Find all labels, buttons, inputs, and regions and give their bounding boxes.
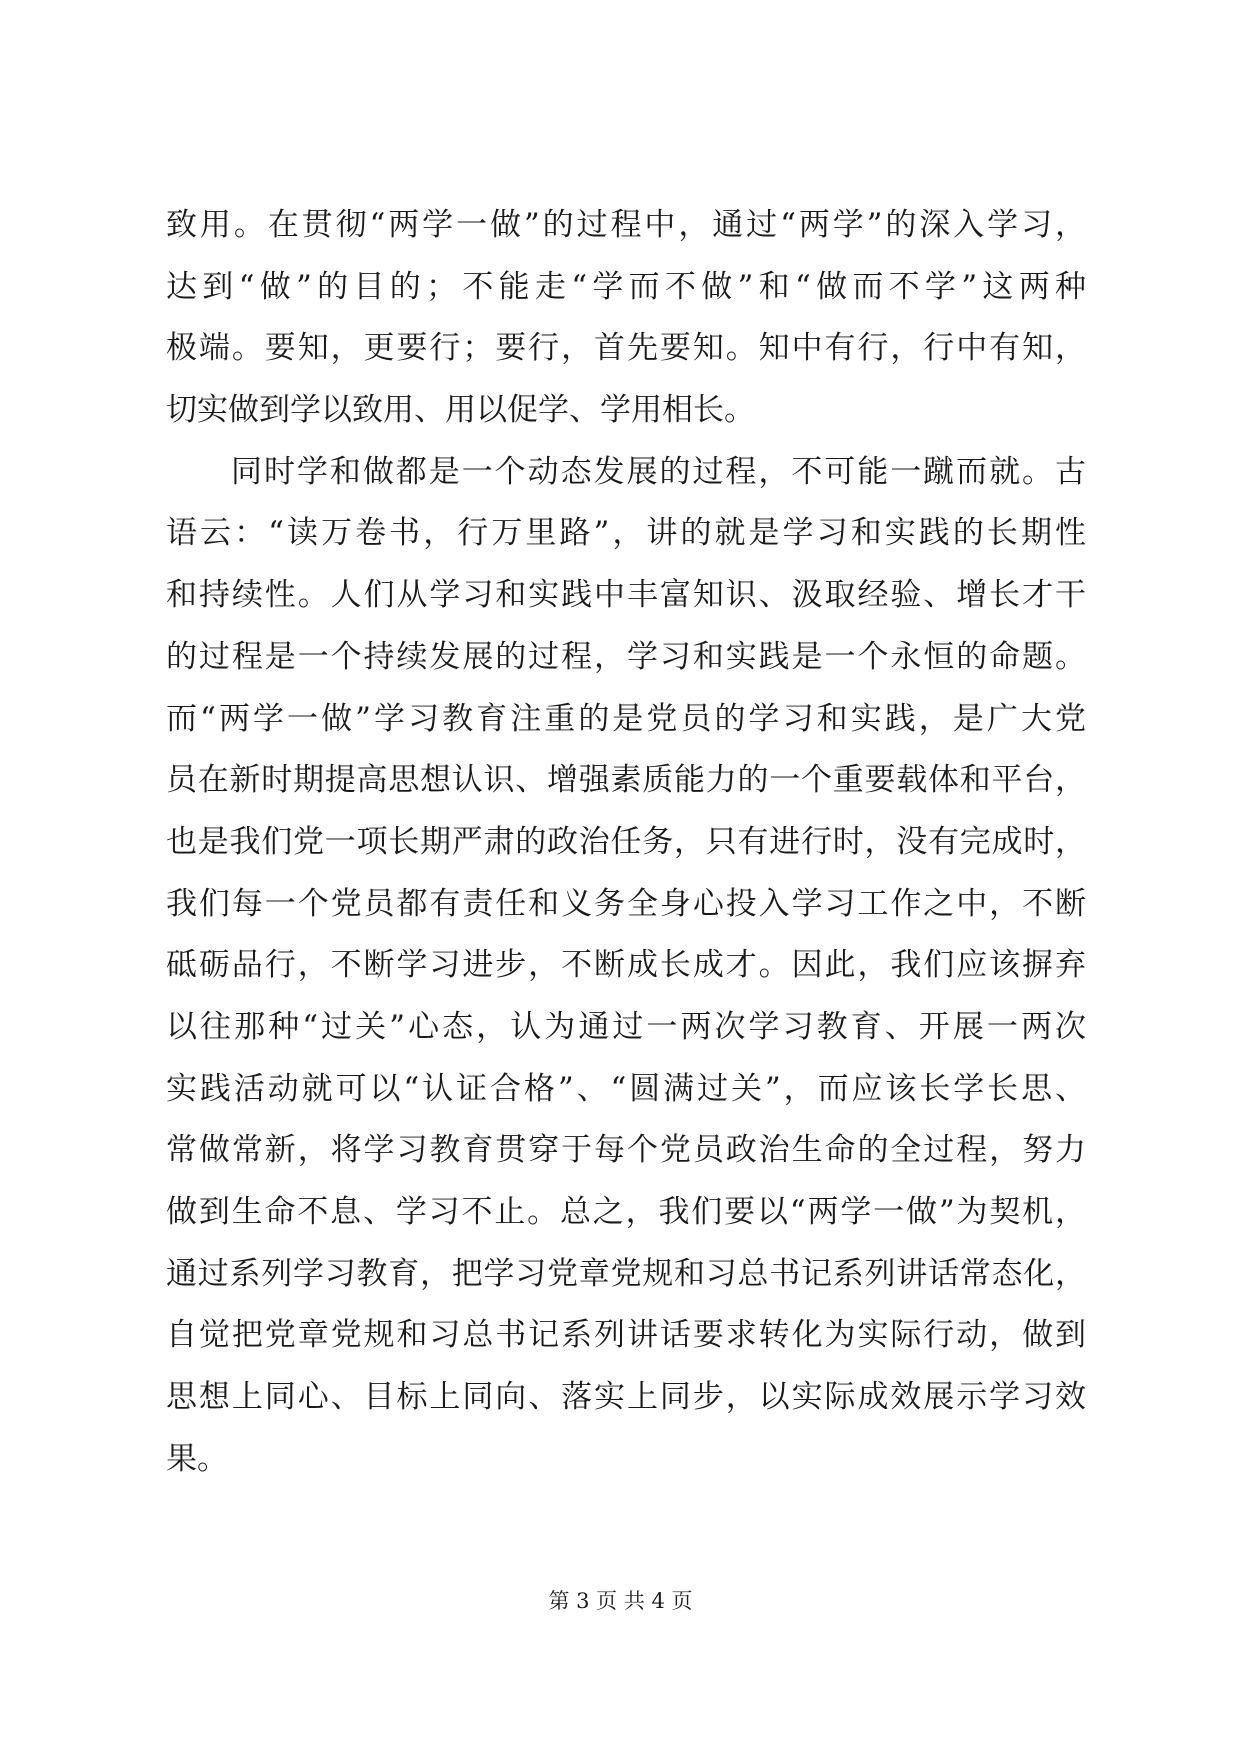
text-line: 以往那种“过关”心态，认为通过一两次学习教育、开展一两次: [166, 1008, 1086, 1045]
text-line: 砥砺品行，不断学习进步，不断成长成才。因此，我们应该摒弃: [166, 947, 1086, 984]
text-line: 员在新时期提高思想认识、增强素质能力的一个重要载体和平台，: [166, 762, 1086, 799]
page-footer: 第 3 页 共 4 页: [548, 1589, 693, 1613]
text-line: 常做常新，将学习教育贯穿于每个党员政治生命的全过程，努力: [166, 1132, 1086, 1169]
text-line: 的过程是一个持续发展的过程，学习和实践是一个永恒的命题。: [166, 638, 1086, 675]
document-body: [166, 200, 1086, 1495]
text-line: 达到“做”的目的；不能走“学而不做”和“做而不学”这两种: [166, 268, 1086, 305]
paragraph-1: [166, 200, 1086, 447]
text-line: 自觉把党章党规和习总书记系列讲话要求转化为实际行动，做到: [166, 1317, 1086, 1354]
text-line: 同时学和做都是一个动态发展的过程，不可能一蹴而就。古: [231, 453, 1086, 490]
text-line: 通过系列学习教育，把学习党章党规和习总书记系列讲话常态化，: [166, 1255, 1086, 1292]
text-line: 也是我们党一项长期严肃的政治任务，只有进行时，没有完成时，: [166, 823, 1086, 860]
text-line: 和持续性。人们从学习和实践中丰富知识、汲取经验、增长才干: [166, 577, 1086, 614]
text-line: 果。: [166, 1440, 228, 1477]
text-line: 实践活动就可以“认证合格”、“圆满过关”，而应该长学长思、: [166, 1070, 1086, 1107]
text-line: 极端。要知，更要行；要行，首先要知。知中有行，行中有知，: [166, 330, 1086, 367]
text-line: 致用。在贯彻“两学一做”的过程中，通过“两学”的深入学习，: [166, 207, 1086, 243]
text-line: 做到生命不息、学习不止。总之，我们要以“两学一做”为契机，: [166, 1194, 1086, 1230]
text-line: 我们每一个党员都有责任和义务全身心投入学习工作之中，不断: [166, 885, 1086, 922]
text-line: 语云：“读万卷书，行万里路”，讲的就是学习和实践的长期性: [166, 515, 1086, 552]
text-line: 思想上同心、目标上同向、落实上同步，以实际成效展示学习效: [166, 1379, 1086, 1416]
text-line: 切实做到学以致用、用以促学、学用相长。: [166, 392, 755, 429]
text-line: 而“两学一做”学习教育注重的是党员的学习和实践，是广大党: [166, 700, 1086, 737]
paragraph-2: [166, 447, 1086, 1496]
